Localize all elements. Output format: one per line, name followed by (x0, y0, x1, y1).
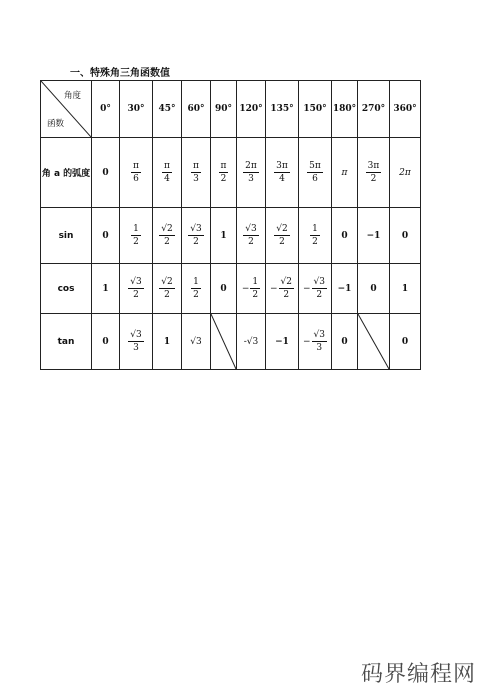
denominator: 2 (283, 290, 290, 300)
value-cell (266, 264, 299, 314)
denominator: 2 (193, 290, 199, 300)
numerator: √3 (312, 330, 327, 342)
angle-header: 0° (92, 81, 120, 138)
numerator: 1 (250, 277, 260, 289)
denominator: 3 (248, 174, 254, 184)
corner-label-function: 函数 (47, 119, 65, 129)
fraction (159, 277, 174, 301)
angle-header: 135° (266, 81, 299, 138)
value-text: 0 (341, 336, 348, 347)
value-cell (211, 264, 237, 314)
value-text: 0 (102, 167, 109, 178)
row-label: cos (41, 264, 92, 314)
value-cell (120, 138, 153, 208)
fraction (131, 224, 141, 248)
denominator: 2 (193, 237, 199, 247)
value-cell (299, 138, 332, 208)
fraction (128, 330, 143, 354)
numerator: √2 (159, 277, 174, 289)
fraction (191, 161, 201, 185)
numerator: 3π (274, 161, 290, 173)
denominator: 2 (312, 237, 318, 247)
denominator: 2 (133, 290, 139, 300)
value-cell (299, 314, 332, 370)
numerator: √2 (274, 224, 289, 236)
fraction (250, 277, 260, 301)
value-cell (390, 264, 421, 314)
undefined-value-cell (211, 314, 237, 370)
value-text: 0 (102, 230, 109, 241)
denominator: 3 (133, 343, 139, 353)
angle-header: 90° (211, 81, 237, 138)
denominator: 6 (312, 174, 318, 184)
fraction (312, 330, 327, 354)
value-cell (332, 208, 358, 264)
value-cell (92, 138, 120, 208)
value-text: 0 (401, 336, 409, 347)
value-cell (266, 138, 299, 208)
value-cell (182, 264, 211, 314)
numerator: π (191, 161, 201, 173)
angle-header: 270° (358, 81, 390, 138)
value-cell (92, 314, 120, 370)
fraction (188, 224, 203, 248)
value-text: π (341, 167, 348, 178)
row-label: tan (41, 314, 92, 370)
value-cell (237, 264, 266, 314)
minus-sign: − (269, 284, 278, 294)
denominator: 3 (316, 343, 323, 353)
angle-header: 120° (237, 81, 266, 138)
numerator: π (131, 161, 141, 173)
fraction (243, 161, 259, 185)
angle-header: 45° (153, 81, 182, 138)
value-text: 0 (370, 283, 377, 294)
value-text: 1 (102, 283, 109, 294)
denominator: 4 (279, 174, 285, 184)
fraction (274, 161, 290, 185)
value-text: 1 (163, 336, 171, 347)
denominator: 2 (164, 237, 170, 247)
cos-row (41, 264, 421, 314)
fraction (162, 161, 172, 185)
numerator: √3 (243, 224, 258, 236)
denominator: 2 (248, 237, 254, 247)
fraction (128, 277, 143, 301)
tan-row (41, 314, 421, 370)
header-row (41, 81, 421, 138)
value-cell (153, 264, 182, 314)
value-text: 1 (220, 230, 227, 241)
denominator: 2 (279, 237, 285, 247)
fraction (243, 224, 258, 248)
value-cell (237, 208, 266, 264)
value-cell (358, 208, 390, 264)
value-cell (299, 264, 332, 314)
value-cell (92, 264, 120, 314)
numerator: 5π (307, 161, 323, 173)
denominator: 2 (220, 174, 227, 184)
fraction (191, 277, 201, 301)
denominator: 3 (193, 174, 199, 184)
value-text: 1 (401, 283, 409, 294)
value-cell (211, 138, 237, 208)
section-title: 一、特殊角三角函数值 (70, 68, 170, 79)
value-cell (332, 314, 358, 370)
numerator: √3 (128, 330, 143, 342)
fraction (307, 161, 323, 185)
angle-header: 60° (182, 81, 211, 138)
numerator: 1 (131, 224, 141, 236)
undefined-value-cell (358, 314, 390, 370)
fraction (279, 277, 294, 301)
row-label: sin (41, 208, 92, 264)
fraction (159, 224, 174, 248)
value-cell (120, 314, 153, 370)
value-cell (237, 314, 266, 370)
value-text: 0 (341, 230, 348, 241)
trig-values-table (40, 80, 421, 370)
numerator: √2 (159, 224, 174, 236)
numerator: 1 (191, 277, 201, 289)
fraction (366, 161, 382, 185)
value-cell (390, 138, 421, 208)
numerator: π (219, 161, 229, 173)
value-text: -√3 (243, 336, 259, 347)
value-cell (182, 208, 211, 264)
value-cell (182, 138, 211, 208)
angle-header: 180° (332, 81, 358, 138)
value-cell (266, 314, 299, 370)
angle-header: 360° (390, 81, 421, 138)
numerator: √3 (188, 224, 203, 236)
value-cell (299, 208, 332, 264)
numerator: √2 (279, 277, 294, 289)
value-cell (390, 208, 421, 264)
value-cell (390, 314, 421, 370)
fraction (131, 161, 141, 185)
value-cell (332, 138, 358, 208)
value-cell (153, 208, 182, 264)
minus-sign: − (302, 284, 311, 294)
fraction (219, 161, 229, 185)
numerator: 1 (310, 224, 320, 236)
value-cell (332, 264, 358, 314)
value-text: −1 (337, 283, 352, 294)
site-watermark: 码界编程网 (360, 662, 476, 687)
value-text: 0 (401, 230, 409, 241)
corner-label-angle: 角度 (63, 91, 81, 101)
fraction (312, 277, 327, 301)
radian-row (41, 138, 421, 208)
denominator: 6 (133, 174, 139, 184)
fraction (274, 224, 289, 248)
value-cell (153, 138, 182, 208)
angle-header: 150° (299, 81, 332, 138)
sin-row (41, 208, 421, 264)
minus-sign: − (241, 284, 250, 294)
value-cell (358, 264, 390, 314)
value-cell (120, 264, 153, 314)
minus-sign: − (302, 337, 311, 347)
value-cell (358, 138, 390, 208)
value-cell (266, 208, 299, 264)
value-cell (237, 138, 266, 208)
value-text: −1 (275, 336, 289, 347)
denominator: 2 (252, 290, 259, 300)
value-cell (153, 314, 182, 370)
denominator: 2 (133, 237, 139, 247)
numerator: √3 (128, 277, 143, 289)
numerator: π (162, 161, 172, 173)
value-text: 0 (220, 283, 227, 294)
value-cell (92, 208, 120, 264)
numerator: √3 (312, 277, 327, 289)
value-text: 2π (399, 167, 411, 178)
angle-header: 30° (120, 81, 153, 138)
fraction (310, 224, 320, 248)
denominator: 2 (370, 174, 377, 184)
denominator: 2 (164, 290, 170, 300)
value-text: 0 (102, 336, 109, 347)
numerator: 2π (243, 161, 259, 173)
corner-header-cell (41, 81, 92, 138)
row-label: 角 a 的弧度 (41, 138, 92, 208)
value-cell (182, 314, 211, 370)
numerator: 3π (366, 161, 382, 173)
value-cell (211, 208, 237, 264)
denominator: 2 (316, 290, 323, 300)
value-cell (120, 208, 153, 264)
value-text: √3 (190, 336, 202, 347)
value-text: −1 (366, 230, 381, 241)
denominator: 4 (164, 174, 170, 184)
